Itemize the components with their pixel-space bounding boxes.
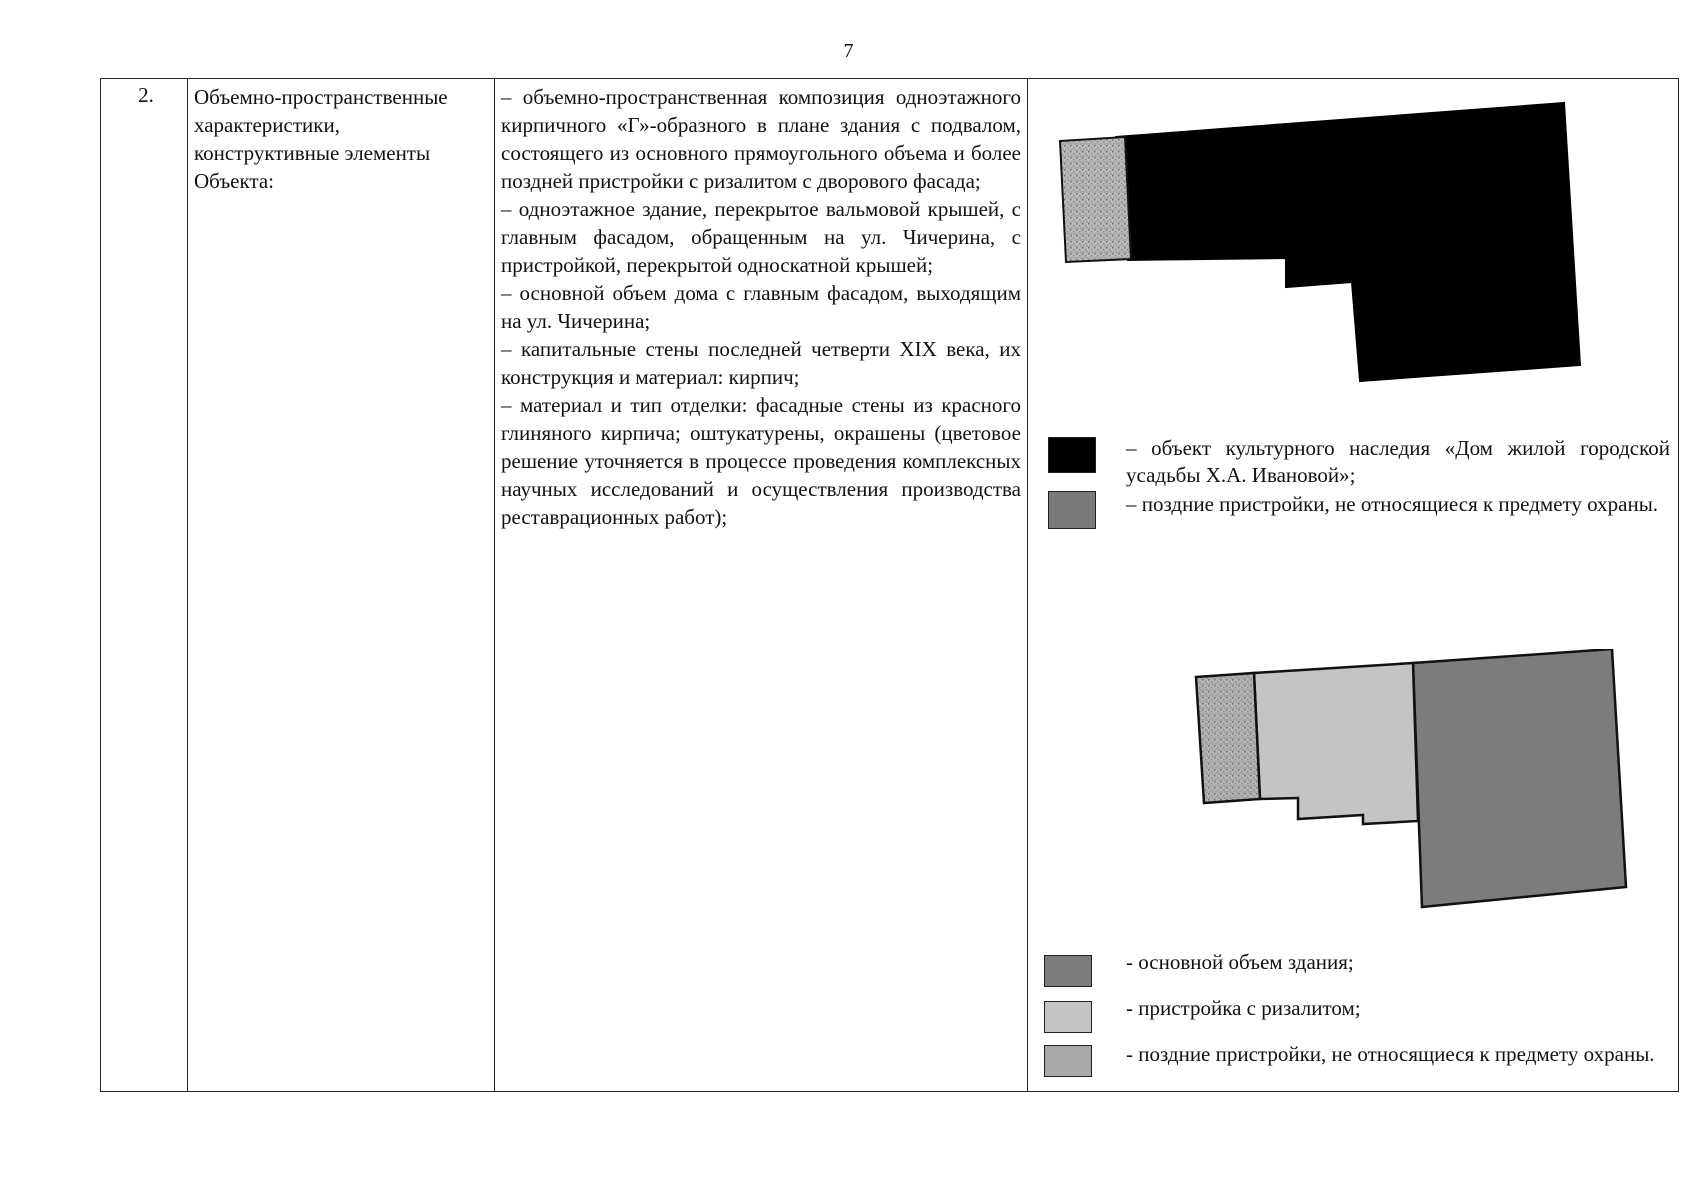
building-volumes-plan bbox=[1028, 649, 1678, 949]
description-item: – основной объем дома с главным фасадом, выходящим на ул. Чичерина; bbox=[501, 281, 1021, 333]
legend-swatch bbox=[1044, 1001, 1092, 1033]
legend-text: - основной объем здания; bbox=[1126, 950, 1354, 974]
late-extension-shape bbox=[1196, 673, 1260, 803]
legend-text: - пристройка с ризалитом; bbox=[1126, 996, 1361, 1020]
legend-item bbox=[1044, 949, 1670, 995]
plan-cell bbox=[1028, 79, 1679, 1092]
late-extension-shape bbox=[1060, 137, 1131, 262]
page-number: 7 bbox=[843, 40, 854, 62]
legend-swatch bbox=[1048, 491, 1096, 529]
description-item: – материал и тип отделки: фасадные стены из красного глиняного кирпича; оштукатурены, окрашены (цветовое решение уточняется в процессе проведения комплексных научных исследований и осуществления производства реставрационных работ); bbox=[501, 393, 1021, 529]
legend-text: - поздние пристройки, не относящиеся к предмету охраны. bbox=[1126, 1042, 1655, 1066]
legend-text: – поздние пристройки, не относящиеся к предмету охраны. bbox=[1126, 492, 1659, 516]
description-item: – объемно-пространственная композиция одноэтажного кирпичного «Г»-образного в плане здания с подвалом, состоящего из основного прямоугольного объема и более поздней пристройки с ризалитом с дворового фасада; bbox=[501, 85, 1021, 193]
row-description bbox=[495, 79, 1027, 531]
table-row bbox=[101, 79, 1679, 1092]
legend-item bbox=[1048, 435, 1670, 491]
description-item: – капитальные стены последней четверти XIX века, их конструкция и материал: кирпич; bbox=[501, 337, 1021, 389]
legend-item bbox=[1044, 1041, 1670, 1097]
protection-table bbox=[100, 78, 1679, 1092]
risalit-extension-shape bbox=[1254, 663, 1418, 824]
heritage-object-shape bbox=[1116, 103, 1580, 381]
row-title-cell bbox=[188, 79, 495, 1092]
row-number: 2. bbox=[138, 83, 154, 107]
legend-swatch bbox=[1044, 1045, 1092, 1077]
legend-item bbox=[1048, 491, 1670, 547]
legend-swatch bbox=[1044, 955, 1092, 987]
row-number-cell bbox=[101, 79, 188, 1092]
legend-top bbox=[1048, 435, 1670, 547]
legend-swatch bbox=[1048, 437, 1096, 473]
legend-text: – объект культурного наследия «Дом жилой городской усадьбы Х.А. Ивановой»; bbox=[1126, 436, 1670, 487]
row-description-cell bbox=[495, 79, 1028, 1092]
main-volume-shape bbox=[1413, 649, 1626, 907]
legend-bottom bbox=[1044, 949, 1670, 1097]
heritage-object-plan bbox=[1028, 79, 1678, 399]
legend-item bbox=[1044, 995, 1670, 1041]
description-item: – одноэтажное здание, перекрытое вальмовой крышей, с главным фасадом, обращенным на ул. Чичерина, с пристройкой, перекрытой односкатной крышей; bbox=[501, 197, 1021, 277]
row-title: Объемно-пространственные характеристики, конструктивные элементы Объекта: bbox=[194, 85, 448, 193]
